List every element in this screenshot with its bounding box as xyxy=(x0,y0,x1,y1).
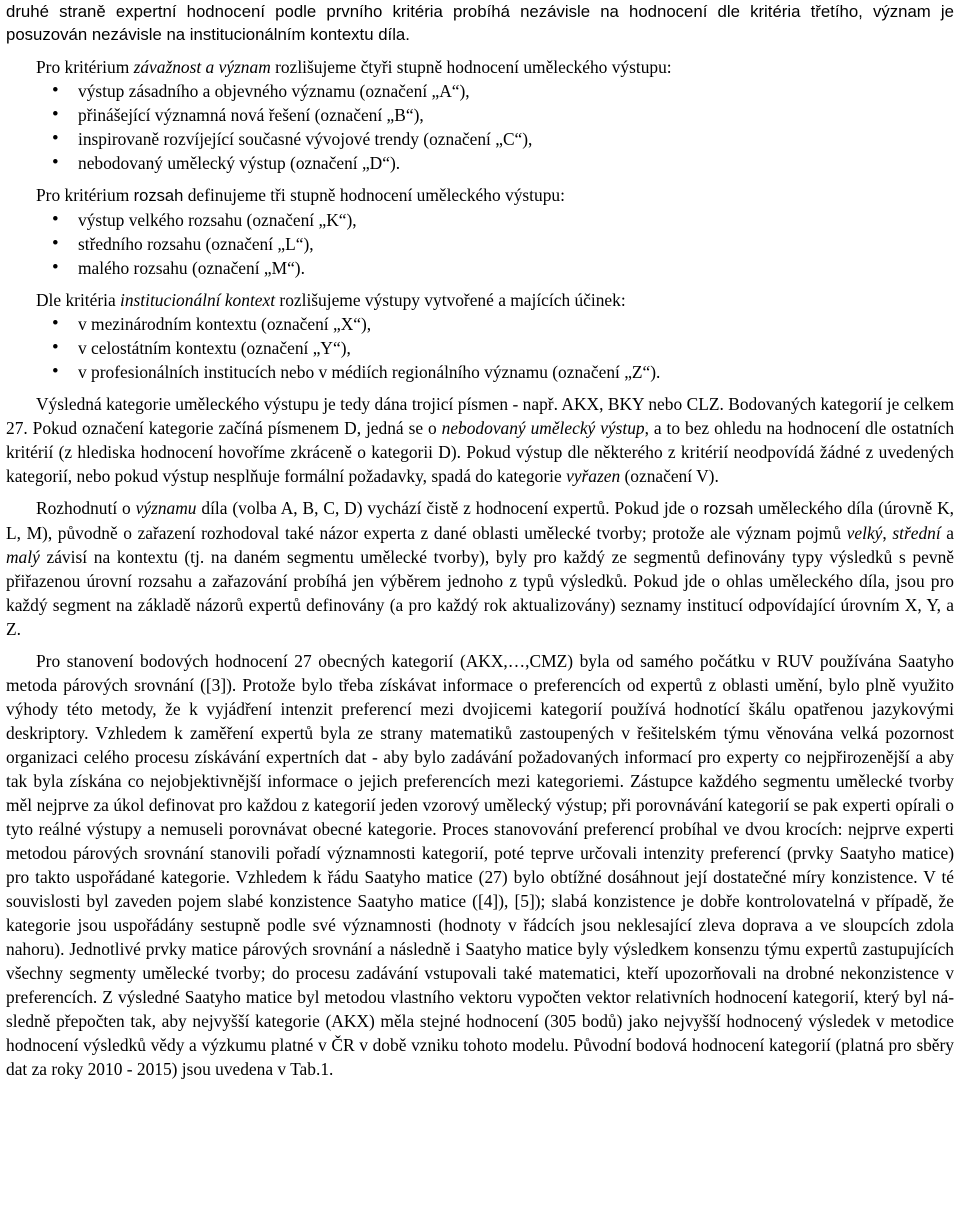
context-list xyxy=(6,312,954,384)
list-item: • výstup velkého rozsahu (označení „K“), xyxy=(6,208,954,232)
list-item: • v celostátním kontextu (označení „Y“), xyxy=(6,336,954,360)
context-lead: Dle kritéria institucionální kontext rozlišujeme výstupy vytvořené a majících účinek: xyxy=(36,289,626,310)
criterion-term: institucionální kontext xyxy=(120,289,276,310)
scope-list xyxy=(6,208,954,280)
list-item: • středního rozsahu (označení „L“), xyxy=(6,232,954,256)
scope-section xyxy=(6,183,954,280)
significance-list xyxy=(6,79,954,175)
method-paragraph: Pro stanovení bodových hodnocení 27 obecných kategorií (AKX,…,CMZ) byla od samého počátku v RUV používána Saatyho metoda párových srovnání ([3]). Protože bylo třeba získávat informace o preferencích od expertů z oblasti umění, bylo plně využito výhody této metody, že k vyjádření intenzit preferencí mezi dvojicemi kategorií používá hodnotící škálu opatřenou jazykovými deskriptory. Vzhledem k zaměření expertů byla ze strany matematiků zastoupených v řešitelském týmu věnována velká pozornost organizaci celého procesu získávání expertních dat - aby bylo zadávání požadovaných informací pro experty co nejpřirozenější a aby tak byla získána co nejobjektivnější informace o jejich preferencích mezi kategoriemi. Zástupce každého segmentu umělecké tvorby měl nejprve za úkol definovat pro každou z kategorií jeden vzorový umělecký výstup; při porovnávání kategorií se pak experti opírali o tyto reálné výstupy a nemuseli porovnávat obecné kategorie. Proces stanovování preferencí probíhal ve dvou krocích: nejprve experti metodou párových srovnání stanovili pořadí významnosti kategorií, poté teprve určovali intenzity preferencí (prvky Saatyho matice) pro takto uspořádané kategorie. Vzhledem k řádu Saatyho matice (27) bylo obtížné dosáhnout její dostatečné míry konzistence. V té souvislosti byl zaveden pojem slabé konzistence Saatyho matice ([4]), [5]); slabá konzistence je dobře kontrolovatelná v případě, že kategorie jsou uspořádány sestupně podle své významnosti (hodnoty v řádcích jsou neklesající zleva doprava a ve sloupcích zdola nahoru). Jednotlivé prvky matice párových srovnání a následně i Saatyho matice byly výsledkem konsenzu týmu expertů zastupujících všechny segmenty umělecké tvorby; do procesu zadávání vstupovali také matematici, kteří upozorňovali na drobné nekonzistence v preferencích. Z výsledné Saatyho matice byl metodou vlastního vektoru vypočten vektor relativních hodnocení kategorií, který byl následně přepočten tak, aby nejvyšší kategorie (AKX) měla stejné hodnocení (305 bodů) jako nejvyšší hodnocený výsledek v metodice hodnocení výsledků vědy a výzkumu platné v ČR v době vzniku tohoto modelu. Původní bodová hodnocení kategorií (platná pro sběry dat za roky 2010 - 2015) jsou uvedena v Tab.1. xyxy=(6,650,954,1079)
list-item: • v profesionálních institucích nebo v médiích regionálního významu (označení „Z“). xyxy=(6,360,954,384)
decision-paragraph: Rozhodnutí o významu díla (volba A, B, C, D) vychází čistě z hodnocení expertů. Pokud jde o rozsah uměleckého díla (úrovně K, L, M), původně o zařazení rozhodoval také názor experta z dané oblasti umělecké tvorby; protože ale význam pojmů velký, střední a malý závisí na kontextu (tj. na daném segmentu umělecké tvorby), byly pro každý ze segmentů definovány typy výsledků s pevně přiřazenou úrovní rozsahu a zařazování probíhá jen výběrem jednoho z typů výsledků. Pokud jde o ohlas uměleckého díla, jsou pro každý segment na základě názorů expertů definovány (a pro každý rok aktualizovány) seznamy institucí odpovídající úrovním X, Y, a Z. xyxy=(6,497,955,639)
list-item: • nebodovaný umělecký výstup (označení „D“). xyxy=(6,151,954,175)
list-item: • v mezinárodním kontextu (označení „X“), xyxy=(6,312,954,336)
list-item: • inspirovaně rozvíjející současné vývojové trendy (označení „C“), xyxy=(6,127,954,151)
context-section xyxy=(6,288,954,384)
document-page xyxy=(6,0,954,1081)
result-paragraph: Výsledná kategorie uměleckého výstupu je tedy dána trojicí písmen - např. AKX, BKY nebo CLZ. Bodovaných kategorií je celkem 27. Pokud označení kategorie začíná písmenem D, jedná se o nebodovaný umělecký výstup, a to bez ohledu na hodnocení dle ostatních kritérií (z hlediska hodnocení hovoříme zkráceně o kategorii D). Pokud výstup dle některého z kritérií neodpovídá žádné z uvedených kategorií, nebo pokud výstup nesplňuje formální požadavky, spadá do kategorie vyřazen (označení V). xyxy=(6,393,955,486)
scope-lead: Pro kritérium rozsah definujeme tři stupně hodnocení uměleckého výstupu: xyxy=(36,184,565,205)
significance-lead: Pro kritérium závažnost a význam rozlišujeme čtyři stupně hodnocení uměleckého výstupu: xyxy=(36,56,672,77)
criterion-term: závažnost a význam xyxy=(133,56,271,77)
significance-section xyxy=(6,55,954,175)
list-item: • malého rozsahu (označení „M“). xyxy=(6,256,954,280)
criterion-term: rozsah xyxy=(133,185,184,205)
intro-paragraph: druhé straně expertní hodnocení podle prvního kritéria probíhá nezávisle na hodnocení dle kritéria třetího, význam je posuzován nezávisle na institucionálním kontextu díla. xyxy=(6,2,954,45)
list-item: • přinášející významná nová řešení (označení „B“), xyxy=(6,103,954,127)
list-item: • výstup zásadního a objevného významu (označení „A“), xyxy=(6,79,954,103)
